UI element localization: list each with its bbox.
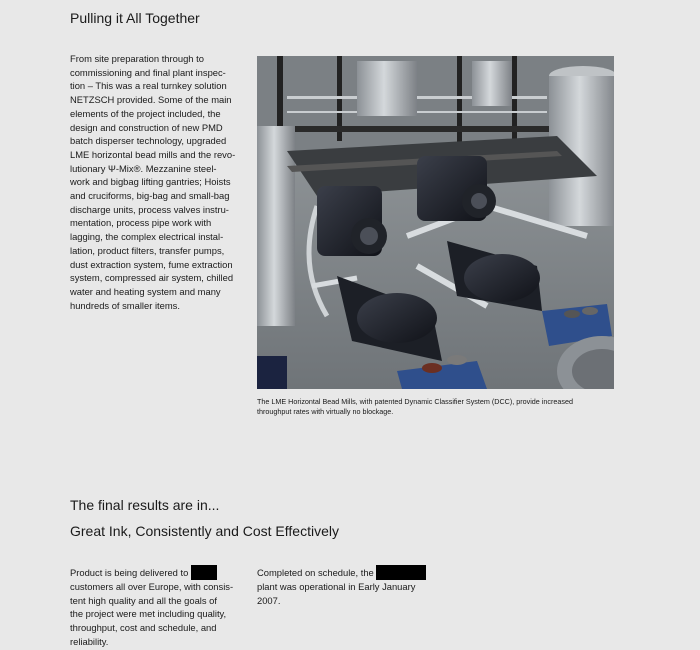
body-line: system, compressed air system, chilled <box>70 272 234 284</box>
body-line: plant was operational in Early January <box>257 581 416 592</box>
body-line: throughput, cost and schedule, and <box>70 622 217 634</box>
body-text: Completed on schedule, the <box>257 567 374 578</box>
body-line: design and construction of new PMD <box>70 121 223 133</box>
body-line: tent high quality and all the goals of <box>70 594 217 606</box>
body-line: reliability. <box>70 635 109 647</box>
body-line <box>70 565 250 580</box>
results-left-paragraph <box>70 565 250 649</box>
body-line: customers all over Europe, with consis- <box>70 581 234 592</box>
body-line: and cruciforms, big-bag and small-bag <box>70 190 230 202</box>
body-line: LME horizontal bead mills and the revo- <box>70 148 236 160</box>
results-right-paragraph <box>257 565 447 607</box>
body-line: lutionary Ψ-Mix®. Mezzanine steel- <box>70 162 217 174</box>
section-heading: Pulling it All Together <box>70 10 200 26</box>
photo-caption <box>257 397 617 417</box>
caption-line: The LME Horizontal Bead Mills, with patented Dynamic Classifier System (DCC), provide increased <box>257 397 573 406</box>
bead-mill-photo <box>257 56 614 389</box>
caption-line: throughput rates with virtually no blockage. <box>257 407 394 416</box>
body-line: the project were met including quality, <box>70 608 227 620</box>
body-line: mentation, process pipe work with <box>70 217 212 229</box>
results-heading: The final results are in... <box>70 497 220 513</box>
body-line: batch disperser technology, upgraded <box>70 135 227 147</box>
body-line: commissioning and final plant inspec- <box>70 66 226 78</box>
body-line: lagging, the complex electrical instal- <box>70 231 224 243</box>
body-line: lation, product filters, transfer pumps, <box>70 244 225 256</box>
body-line: discharge units, process valves instru- <box>70 203 229 215</box>
body-line: work and bigbag lifting gantries; Hoists <box>70 176 231 188</box>
body-line: dust extraction system, fume extraction <box>70 258 233 270</box>
body-line: NETZSCH provided. Some of the main <box>70 94 232 106</box>
body-line: water and heating system and many <box>70 285 221 297</box>
body-line: hundreds of smaller items. <box>70 299 180 311</box>
body-line: From site preparation through to <box>70 53 204 64</box>
results-subheading: Great Ink, Consistently and Cost Effectively <box>70 523 339 539</box>
redacted-block <box>191 565 217 580</box>
body-line: tion – This was a real turnkey solution <box>70 80 227 92</box>
body-line: elements of the project included, the <box>70 107 221 119</box>
redacted-block <box>376 565 426 580</box>
body-paragraph <box>70 52 250 312</box>
body-text: Product is being delivered to <box>70 567 189 578</box>
body-line: 2007. <box>257 594 281 606</box>
body-line <box>257 565 447 580</box>
